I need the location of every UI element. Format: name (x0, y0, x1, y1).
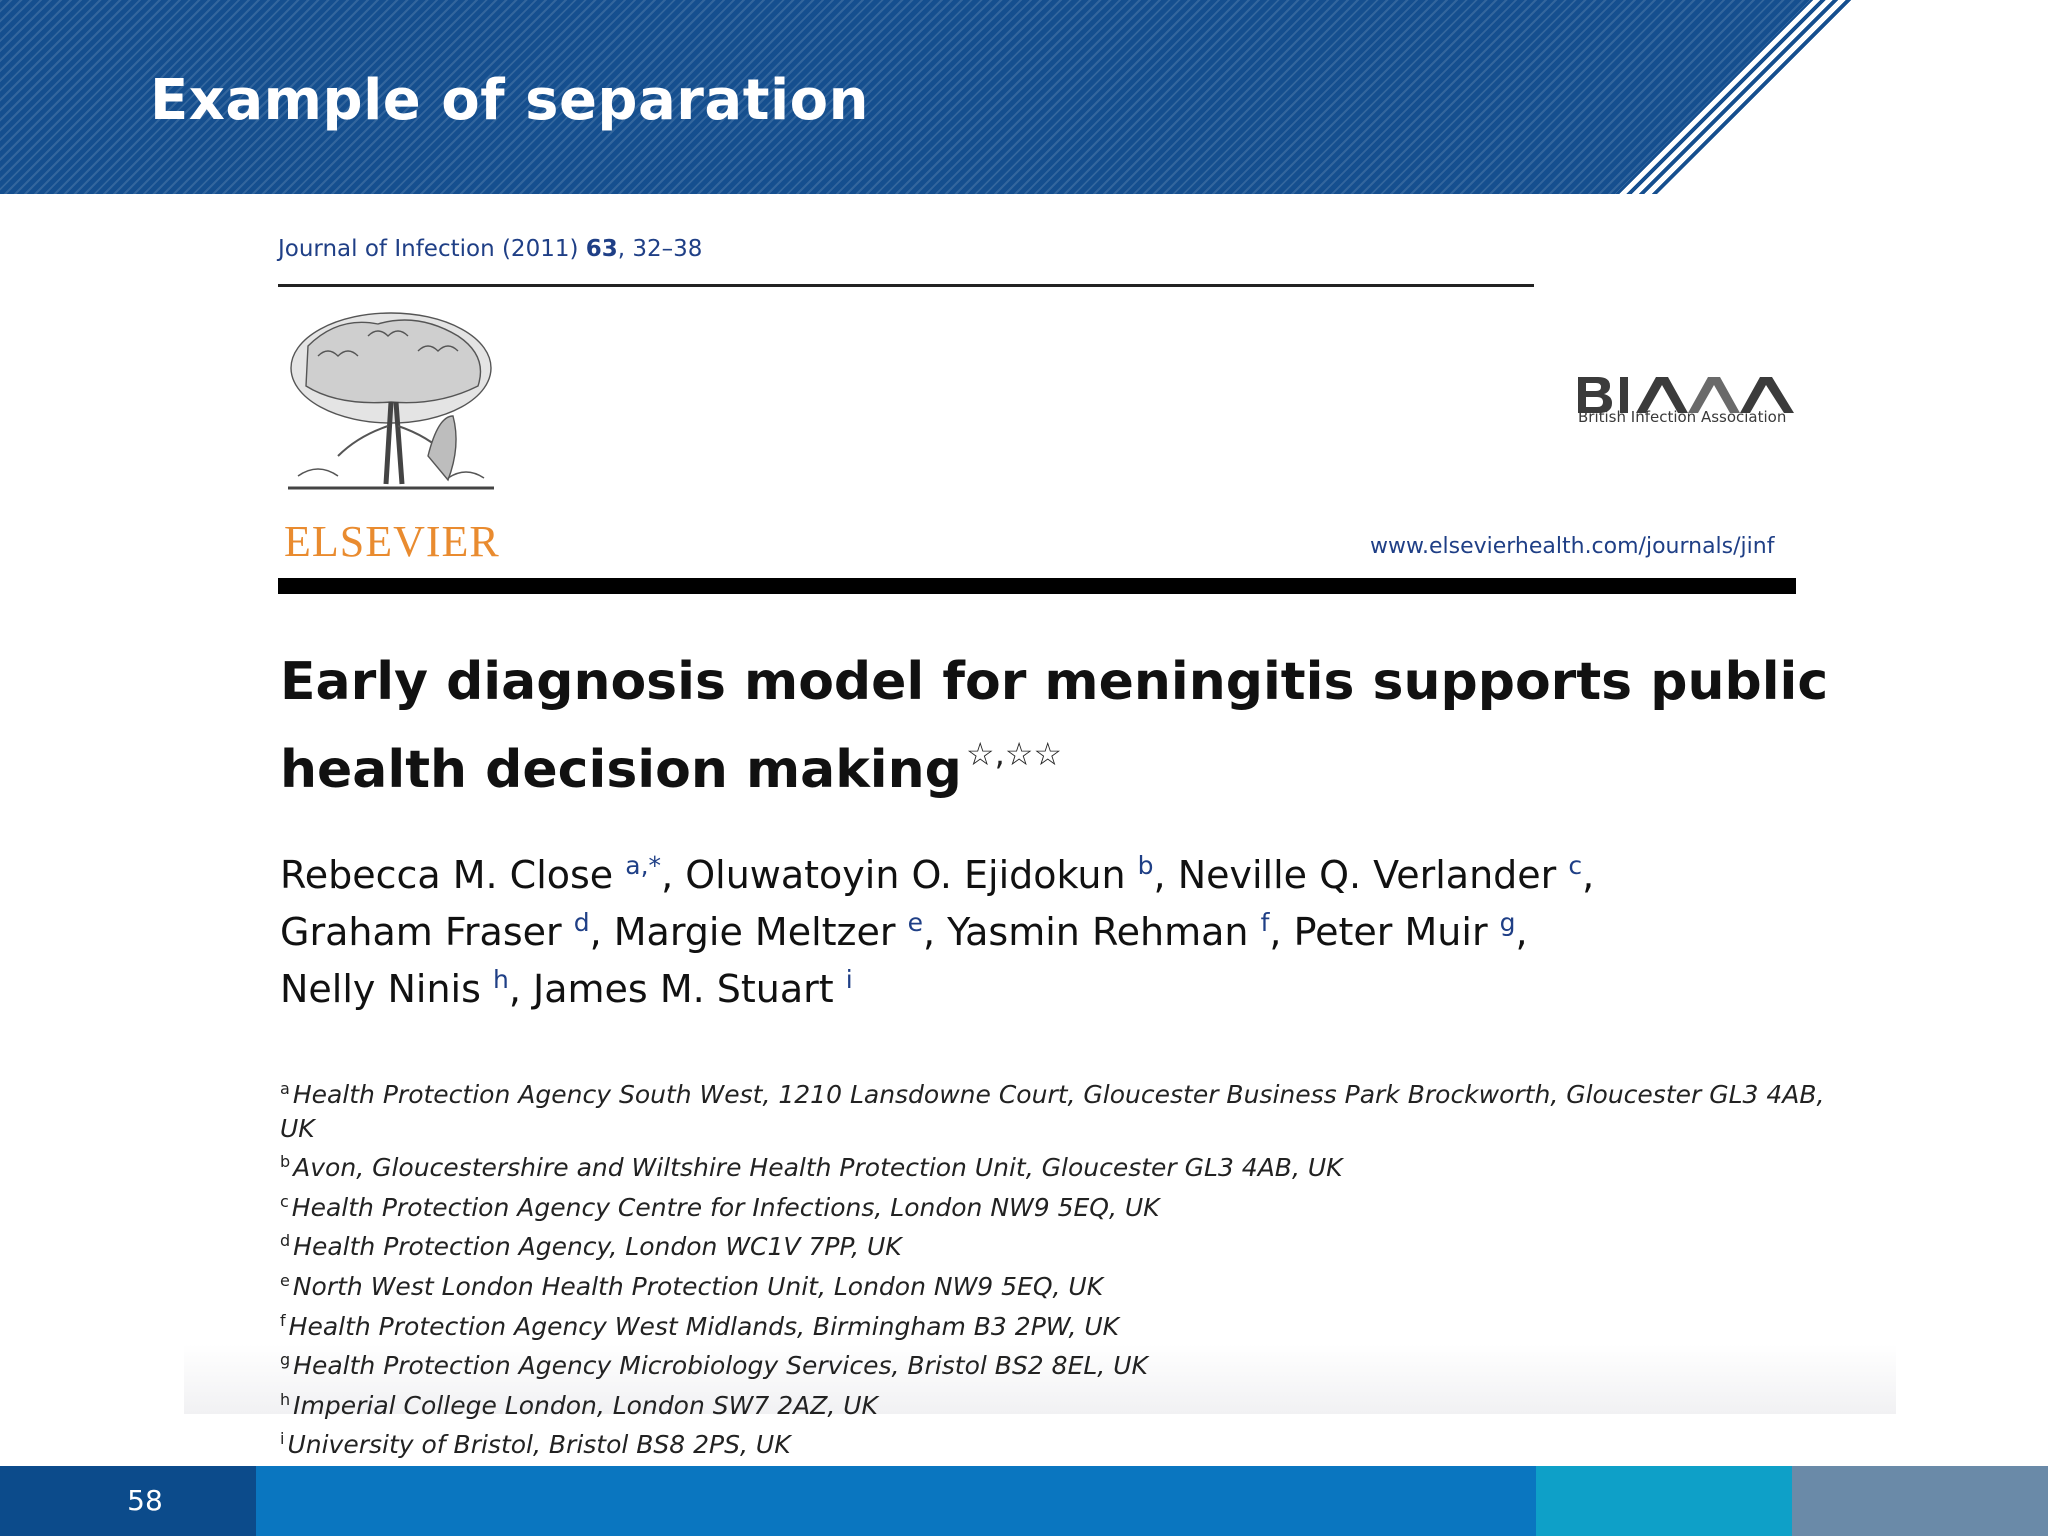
affiliation-item (280, 1145, 1840, 1185)
author-mark: f (1260, 908, 1270, 937)
author-mark: i (845, 965, 853, 994)
journal-url: www.elsevierhealth.com/journals/jinf (1370, 534, 1775, 559)
author-name: Oluwatoyin O. Ejidokun (685, 853, 1126, 897)
author-name: Neville Q. Verlander (1177, 853, 1557, 897)
footer-segment (1792, 1466, 2048, 1536)
affiliation-mark: h (280, 1389, 291, 1409)
author-mark: d (573, 908, 590, 937)
author-mark: a,* (625, 851, 662, 880)
slide-footer (0, 1466, 2048, 1536)
elsevier-tree-icon (278, 306, 504, 506)
title-footnote-marks: ☆,☆☆ (965, 735, 1063, 773)
author-name: Graham Fraser (280, 910, 562, 954)
journal-volume: 63 (585, 236, 618, 262)
affiliation-item (280, 1422, 1840, 1462)
affiliation-text: Health Protection Agency West Midlands, Birmingham B3 2PW, UK (288, 1311, 1120, 1341)
affiliation-mark: d (280, 1231, 291, 1251)
publisher-wordmark: ELSEVIER (284, 517, 500, 566)
author-mark: b (1137, 851, 1154, 880)
affiliation-item (280, 1343, 1840, 1383)
header-rule (278, 284, 1534, 287)
affiliation-text: North West London Health Protection Unit, London NW9 5EQ, UK (292, 1271, 1104, 1301)
journal-citation: Journal of Infection (2011) 63, 32–38 (278, 236, 703, 262)
affiliation-list (280, 1072, 1840, 1462)
footer-segment (1536, 1466, 1792, 1536)
author-mark: h (493, 965, 509, 994)
author-mark: e (907, 908, 923, 937)
author-mark: g (1499, 908, 1516, 937)
footer-segment (256, 1466, 1536, 1536)
affiliation-text: Health Protection Agency Microbiology Services, Bristol BS2 8EL, UK (293, 1351, 1148, 1381)
page-number: 58 (127, 1484, 163, 1517)
affiliation-item (280, 1224, 1840, 1264)
affiliation-mark: i (280, 1429, 285, 1449)
association-name: British Infection Association (1578, 408, 1787, 426)
author-name: Yasmin Rehman (947, 910, 1249, 954)
author-name: Peter Muir (1293, 910, 1488, 954)
affiliation-mark: e (280, 1270, 290, 1290)
affiliation-item (280, 1185, 1840, 1225)
author-mark: c (1568, 851, 1583, 880)
affiliation-text: Health Protection Agency, London WC1V 7PP, UK (293, 1232, 902, 1262)
affiliation-text: University of Bristol, Bristol BS8 2PS, UK (287, 1430, 791, 1460)
article-title-text: Early diagnosis model for meningitis supports public health decision making (280, 652, 1829, 800)
affiliation-mark: b (280, 1152, 291, 1172)
author-name: Margie Meltzer (613, 910, 896, 954)
author-name: James M. Stuart (533, 967, 834, 1011)
journal-pages: 32–38 (632, 236, 703, 262)
author-name: Nelly Ninis (280, 967, 481, 1011)
affiliation-text: Avon, Gloucestershire and Wiltshire Health Protection Unit, Gloucester GL3 4AB, UK (293, 1153, 1343, 1183)
affiliation-item (280, 1304, 1840, 1344)
affiliation-mark: f (280, 1310, 286, 1330)
affiliation-mark: a (280, 1079, 290, 1098)
author-list: Rebecca M. Close $^{a,*}$, Oluwatoyin O. Ejidokun $^b$, Neville Q. Verlander $^c$, Graham Fraser $^d$, Margie Meltzer $^e$, Yasmin Rehman $^f$, Peter Muir $^g$, Nelly Ninis $^h$, James M. Stuart $^i$ (280, 851, 1595, 1011)
slide-title: Example of separation (150, 68, 870, 133)
article-image (184, 194, 1896, 1460)
affiliation-mark: c (280, 1191, 289, 1211)
journal-name: Journal of Infection (2011) (278, 236, 579, 262)
affiliation-mark: g (280, 1350, 291, 1370)
masthead-rule (278, 578, 1796, 594)
affiliation-item (280, 1383, 1840, 1423)
affiliation-text: Imperial College London, London SW7 2AZ, UK (293, 1390, 878, 1420)
affiliation-text: Health Protection Agency Centre for Infections, London NW9 5EQ, UK (291, 1192, 1160, 1222)
article-title (280, 646, 1840, 806)
affiliation-item (280, 1264, 1840, 1304)
affiliation-text: Health Protection Agency South West, 1210 Lansdowne Court, Gloucester Business Park Brockworth, Gloucester GL3 4AB, UK (280, 1080, 1825, 1143)
author-name: Rebecca M. Close (280, 853, 614, 897)
affiliation-item (280, 1072, 1840, 1145)
